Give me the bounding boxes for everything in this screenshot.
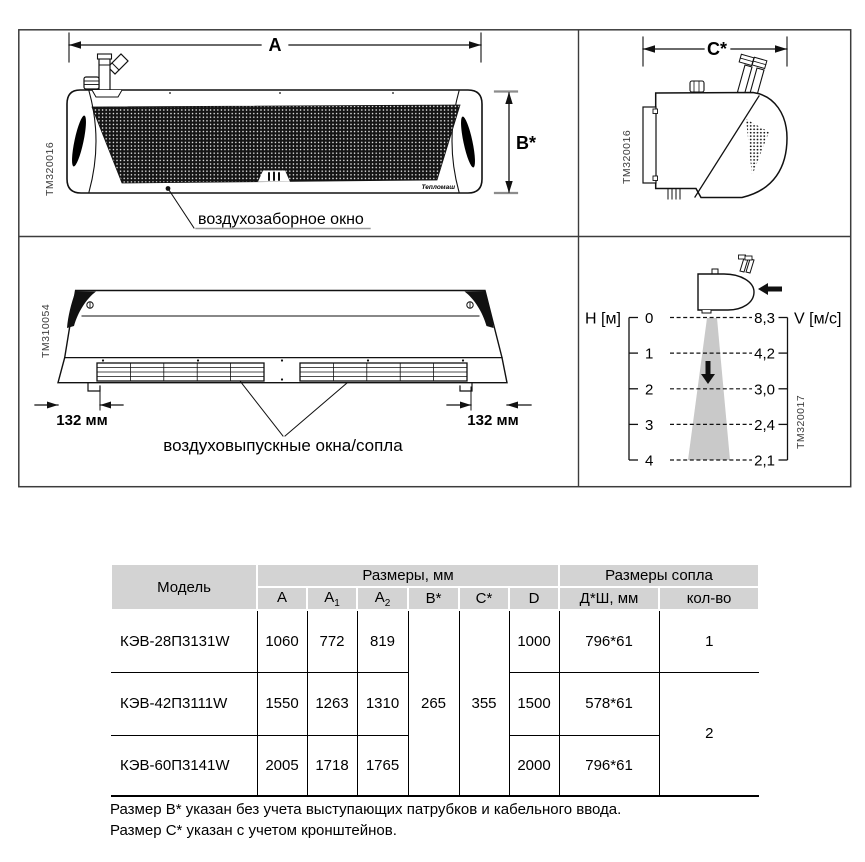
spec-table bbox=[110, 563, 760, 797]
dim-c-cell-merged: 355 bbox=[459, 610, 509, 796]
front-view-drawing bbox=[44, 33, 536, 229]
dim-a2-cell: 1310 bbox=[357, 672, 408, 735]
airflow-diagram bbox=[585, 255, 841, 470]
dim-a1-cell: 1263 bbox=[307, 672, 357, 735]
nozzle-qty-cell-merged: 2 bbox=[659, 672, 759, 796]
bottom-view-drawing bbox=[35, 291, 531, 456]
group-header-nozzle: Размеры сопла bbox=[559, 564, 759, 587]
outlet-label: воздуховыпускные окна/сопла bbox=[163, 436, 403, 455]
dim-a2-cell: 819 bbox=[357, 610, 408, 672]
v-value: 3,0 bbox=[754, 381, 775, 399]
v-value: 2,1 bbox=[754, 452, 775, 470]
dim-b-label: B* bbox=[516, 133, 537, 153]
dim-b-cell-merged: 265 bbox=[408, 610, 459, 796]
dim-a-cell: 1060 bbox=[257, 610, 307, 672]
col-header-a: А bbox=[257, 587, 307, 610]
h-tick: 4 bbox=[645, 452, 654, 470]
group-header-dimensions: Размеры, мм bbox=[257, 564, 559, 587]
v-axis-label: V [м/с] bbox=[794, 310, 842, 328]
col-header-b: B* bbox=[408, 587, 459, 610]
dim-d-cell: 2000 bbox=[509, 735, 559, 796]
col-header-model: Модель bbox=[111, 564, 257, 610]
dim-a-label: A bbox=[268, 35, 282, 55]
nozzle-size-cell: 796*61 bbox=[559, 610, 659, 672]
dim-a2-cell: 1765 bbox=[357, 735, 408, 796]
note-b: Размер B* указан без учета выступающих патрубков и кабельного ввода. bbox=[110, 801, 622, 818]
dim-c-label: C* bbox=[706, 39, 728, 59]
h-tick: 2 bbox=[645, 381, 654, 399]
v-value: 8,3 bbox=[754, 310, 775, 327]
offset-left-label: 132 мм bbox=[56, 412, 108, 429]
drawing-code-bottom: TM310054 bbox=[40, 303, 52, 358]
dim-a1-cell: 1718 bbox=[307, 735, 357, 796]
v-value: 4,2 bbox=[754, 345, 775, 363]
col-header-c: C* bbox=[459, 587, 509, 610]
dim-d-cell: 1000 bbox=[509, 610, 559, 672]
col-header-a2: $А_2$ bbox=[357, 587, 408, 610]
nozzle-size-cell: 796*61 bbox=[559, 735, 659, 796]
inflow-arrow bbox=[758, 283, 782, 295]
drawing-code-airflow: TM320017 bbox=[795, 394, 807, 449]
side-view-drawing bbox=[621, 37, 787, 199]
technical-drawings bbox=[18, 29, 852, 488]
table-row bbox=[111, 610, 759, 672]
model-cell: КЭВ-28П3131W bbox=[111, 610, 257, 672]
h-tick: 1 bbox=[645, 345, 654, 363]
col-header-nozzle-size: Д*Ш, мм bbox=[559, 587, 659, 610]
drawing-code-side: TM320016 bbox=[621, 129, 633, 184]
dim-a1-cell: 772 bbox=[307, 610, 357, 672]
nozzle-size-cell: 578*61 bbox=[559, 672, 659, 735]
drawing-code-front: TM320016 bbox=[44, 141, 56, 196]
nozzle-qty-cell: 1 bbox=[659, 610, 759, 672]
brand-logo: Тепломаш bbox=[421, 184, 455, 191]
footnotes bbox=[110, 799, 621, 841]
col-header-nozzle-qty: кол-во bbox=[659, 587, 759, 610]
offset-right-label: 132 мм bbox=[467, 412, 519, 429]
col-header-a1: $А_1$ bbox=[307, 587, 357, 610]
dim-a-cell: 1550 bbox=[257, 672, 307, 735]
intake-window-label: воздухозаборное окно bbox=[198, 211, 364, 228]
outlet-grille-right bbox=[300, 363, 467, 381]
outlet-grille-left bbox=[97, 363, 264, 381]
h-tick: 0 bbox=[645, 310, 654, 327]
note-c: Размер C* указан с учетом кронштейнов. bbox=[110, 822, 397, 839]
model-cell: КЭВ-60П3141W bbox=[111, 735, 257, 796]
col-header-d: D bbox=[509, 587, 559, 610]
v-value: 2,4 bbox=[754, 416, 775, 434]
h-axis-label: H [м] bbox=[585, 310, 621, 328]
h-tick: 3 bbox=[645, 416, 654, 434]
dim-d-cell: 1500 bbox=[509, 672, 559, 735]
dim-a-cell: 2005 bbox=[257, 735, 307, 796]
model-cell: КЭВ-42П3111W bbox=[111, 672, 257, 735]
